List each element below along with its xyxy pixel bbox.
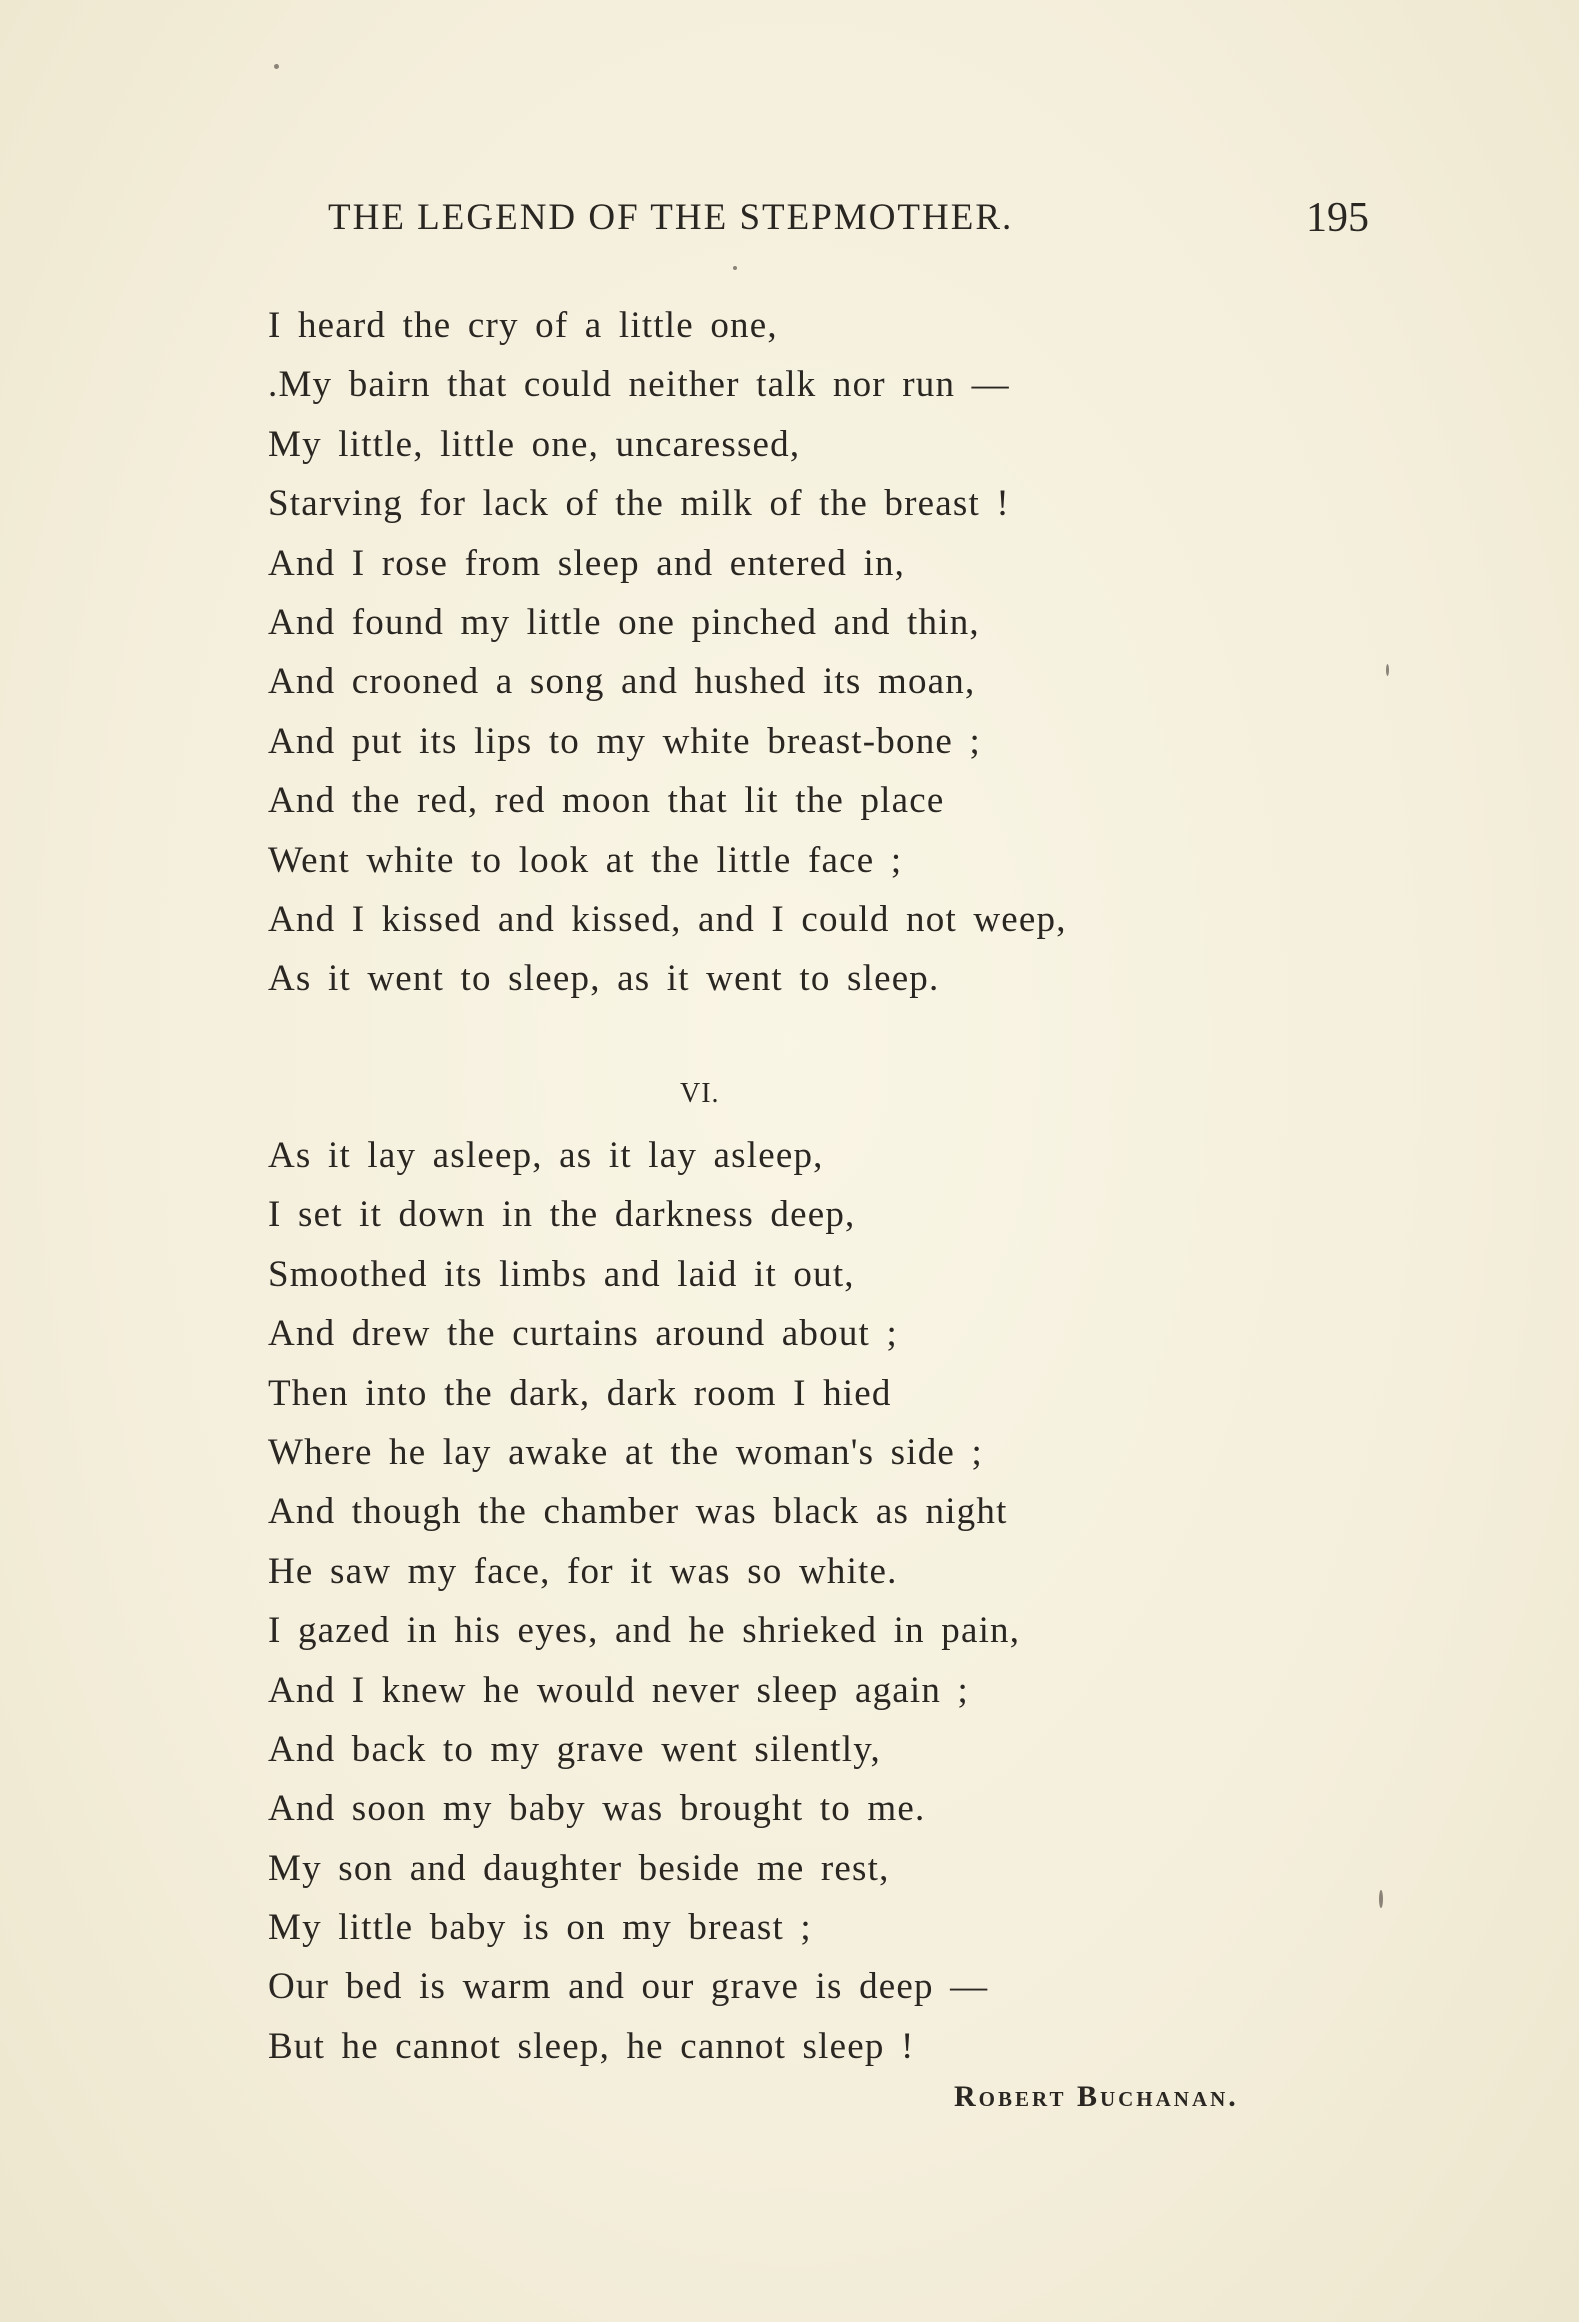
poem-line: As it went to sleep, as it went to sleep. — [268, 958, 940, 1000]
stanza-six — [268, 1126, 1268, 2076]
poem-line: And crooned a song and hushed its moan, — [268, 661, 976, 703]
paper-speck — [733, 266, 737, 270]
poem-line: And I kissed and kissed, and I could not weep, — [268, 898, 1067, 940]
author-attribution: Robert Buchanan. — [954, 2080, 1239, 2113]
poem-line: And found my little one pinched and thin, — [268, 601, 980, 643]
poem-line: .My bairn that could neither talk nor run — — [268, 364, 1010, 406]
poem-line: And soon my baby was brought to me. — [268, 1788, 926, 1830]
poem-line: Smoothed its limbs and laid it out, — [268, 1253, 855, 1295]
poem-line: Went white to look at the little face ; — [268, 839, 903, 881]
poem-line: My little baby is on my breast ; — [268, 1907, 812, 1949]
running-header — [328, 196, 1378, 246]
poem-line: Our bed is warm and our grave is deep — — [268, 1966, 989, 2008]
page-number: 195 — [1306, 195, 1369, 241]
paper-speck — [1379, 1890, 1383, 1908]
poem-line: I heard the cry of a little one, — [268, 305, 778, 346]
section-number: VI. — [680, 1078, 720, 1109]
running-title: THE LEGEND OF THE STEPMOTHER. — [328, 197, 1014, 238]
poem-line: And the red, red moon that lit the place — [268, 780, 945, 822]
poem-line: And I knew he would never sleep again ; — [268, 1669, 970, 1711]
poem-line: My little, little one, uncaressed, — [268, 423, 801, 465]
stanza-five — [268, 296, 1268, 1009]
poem-line: I gazed in his eyes, and he shrieked in pain, — [268, 1610, 1021, 1652]
paper-speck — [1386, 664, 1389, 676]
poem-line: And I rose from sleep and entered in, — [268, 542, 906, 584]
poem-line: My son and daughter beside me rest, — [268, 1847, 890, 1889]
poem-line: As it lay asleep, as it lay asleep, — [268, 1135, 824, 1176]
poem-line: Starving for lack of the milk of the breast ! — [268, 483, 1010, 525]
poem-line: I set it down in the darkness deep, — [268, 1194, 856, 1236]
poem-line: And put its lips to my white breast-bone ; — [268, 720, 981, 762]
poem-line: But he cannot sleep, he cannot sleep ! — [268, 2025, 915, 2067]
poem-line: And drew the curtains around about ; — [268, 1313, 898, 1355]
poem-line: Where he lay awake at the woman's side ; — [268, 1431, 983, 1473]
poem-line: And back to my grave went silently, — [268, 1728, 882, 1770]
poem-line: He saw my face, for it was so white. — [268, 1550, 898, 1592]
paper-speck — [274, 64, 279, 69]
poem-line: And though the chamber was black as night — [268, 1491, 1008, 1533]
poem-line: Then into the dark, dark room I hied — [268, 1372, 892, 1414]
